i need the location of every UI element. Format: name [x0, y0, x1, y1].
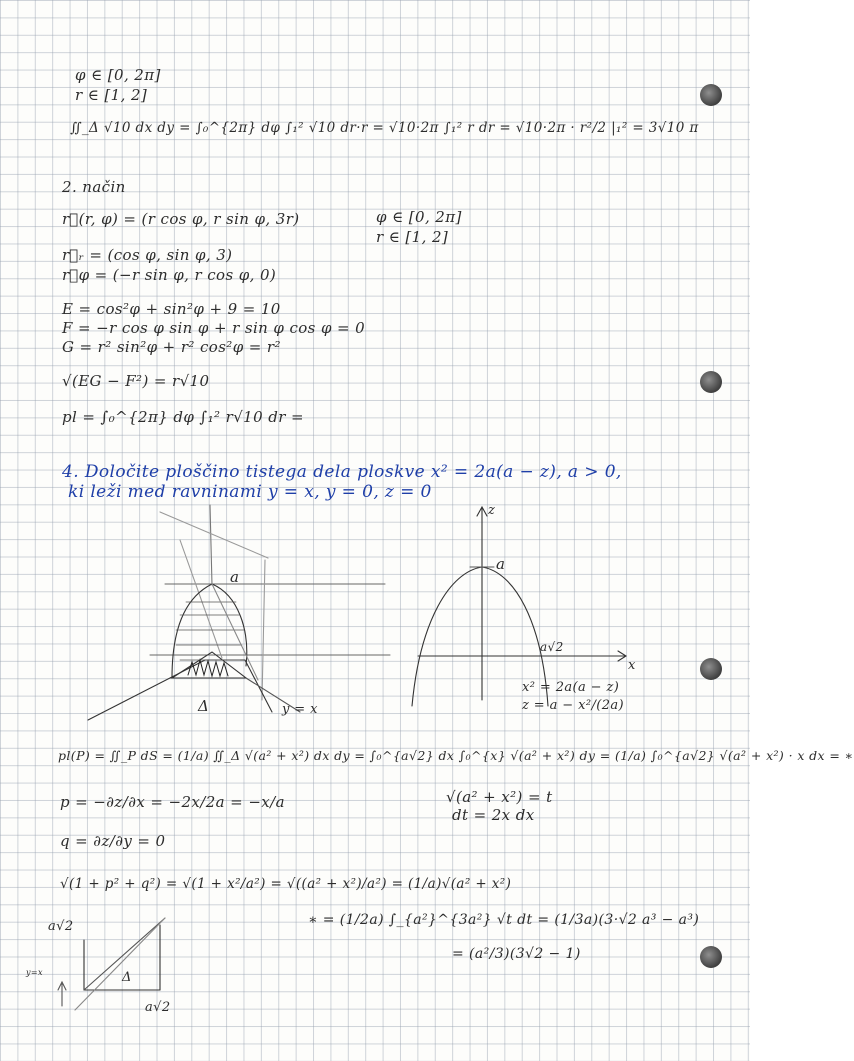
right-2d-sketch — [412, 507, 626, 706]
method-heading: 2. način — [62, 178, 126, 196]
label-delta: Δ — [198, 697, 210, 715]
coef-F: F = −r cos φ sin φ + r sin φ cos φ = 0 — [62, 319, 366, 337]
r-range-2: r ∈ [1, 2] — [376, 228, 449, 246]
tri-label-top: a√2 — [48, 919, 74, 934]
parametrization: r⃗(r, φ) = (r cos φ, r sin φ, 3r) — [62, 210, 300, 228]
label-a-right: a — [496, 555, 506, 573]
coef-G: G = r² sin²φ + r² cos²φ = r² — [62, 338, 281, 356]
label-root: a√2 — [540, 640, 564, 654]
tri-label-delta: Δ — [122, 970, 132, 985]
first-integral: ∬_Δ √10 dx dy = ∫₀^{2π} dφ ∫₁² √10 dr·r = √10·2π ∫₁² r dr = √10·2π · r²/2 |₁² = 3√10 π — [70, 120, 699, 136]
tri-label-bottom: a√2 — [145, 1000, 171, 1015]
area-formula: pl(P) = ∬_P dS = (1/a) ∬_Δ √(a² + x²) dx dy = ∫₀^{a√2} dx ∫₀^{x} √(a² + x²) dy = (1/a) ∫₀^{a√2} √(a² + x²) · x dx = ∗ — [58, 748, 854, 763]
result-2: = (a²/3)(3√2 − 1) — [452, 946, 581, 962]
label-z-axis: z — [488, 503, 496, 518]
phi-range: φ ∈ [0, 2π] — [75, 66, 161, 84]
label-yx: y = x — [282, 702, 318, 717]
coef-E: E = cos²φ + sin²φ + 9 = 10 — [62, 300, 281, 318]
partial-phi: r⃗φ = (−r sin φ, r cos φ, 0) — [62, 266, 277, 284]
left-3d-sketch — [88, 505, 390, 720]
result-1: ∗ = (1/2a) ∫_{a²}^{3a²} √t dt = (1/3a)(3·√2 a³ − a³) — [308, 912, 700, 928]
p-partial: p = −∂z/∂x = −2x/2a = −x/a — [60, 793, 285, 811]
q-partial: q = ∂z/∂y = 0 — [60, 832, 166, 850]
label-a-left: a — [230, 568, 240, 586]
margin-note: y=x — [26, 968, 43, 977]
r-range: r ∈ [1, 2] — [75, 86, 148, 104]
area-integral: pl = ∫₀^{2π} dφ ∫₁² r√10 dr = — [62, 408, 304, 426]
phi-range-2: φ ∈ [0, 2π] — [376, 208, 462, 226]
partial-r: r⃗ᵣ = (cos φ, sin φ, 3) — [62, 246, 233, 264]
right-eq-1: x² = 2a(a − z) — [522, 680, 620, 695]
substitution-1: √(a² + x²) = t — [446, 788, 553, 806]
problem-line-1: 4. Določite ploščino tistega dela ploskve x² = 2a(a − z), a > 0, — [62, 462, 622, 482]
norm-vector: √(1 + p² + q²) = √(1 + x²/a²) = √((a² + x²)/a²) = (1/a)√(a² + x²) — [60, 876, 512, 892]
label-x-axis: x — [628, 658, 636, 673]
sqrt-EG-F2: √(EG − F²) = r√10 — [62, 372, 210, 390]
triangle-sketch — [58, 918, 165, 1010]
problem-line-2: ki leži med ravninami y = x, y = 0, z = 0 — [68, 482, 432, 502]
right-eq-2: z = a − x²/(2a) — [522, 698, 625, 713]
substitution-2: dt = 2x dx — [452, 806, 535, 824]
